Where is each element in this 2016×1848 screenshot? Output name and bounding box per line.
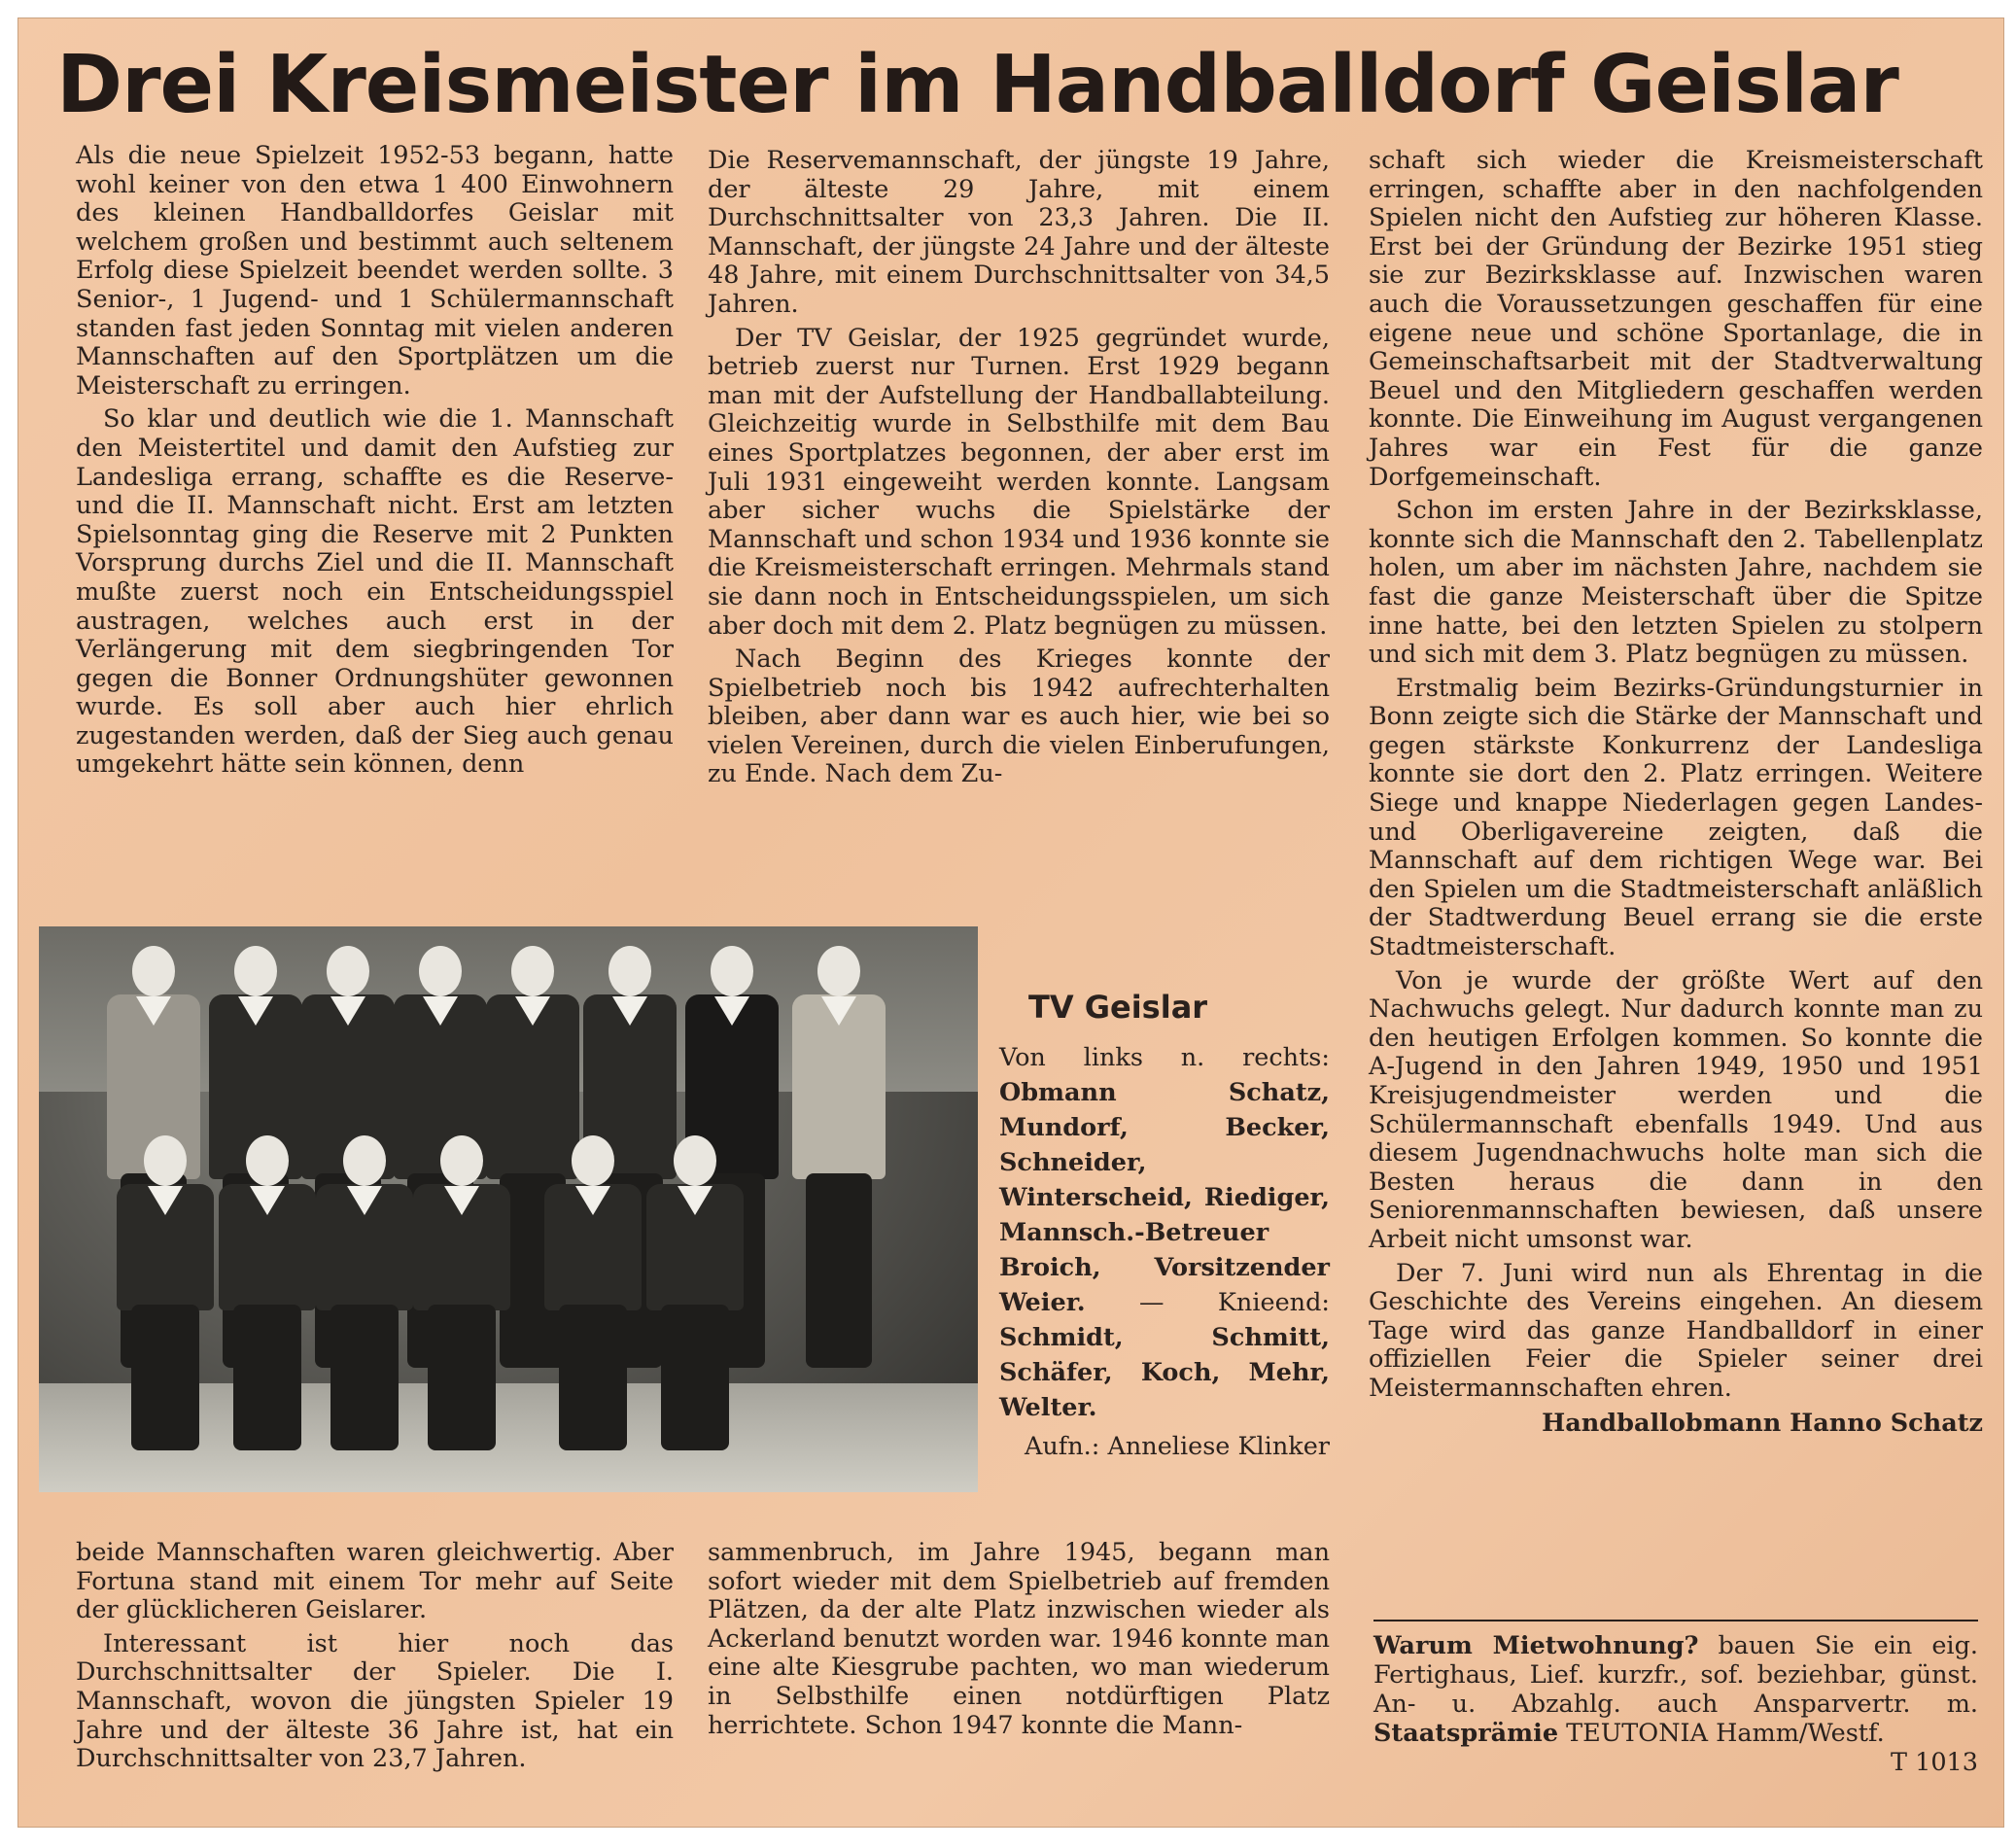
caption-names-kneeling: Schmidt, Schmitt, Schäfer, Koch, Mehr, Welter. (999, 1323, 1330, 1422)
caption-dash: — (1139, 1288, 1164, 1317)
ad-brand: Staatsprämie (1373, 1719, 1559, 1748)
newspaper-clipping (17, 17, 2004, 1828)
paragraph: Von je wurde der größte Wert auf den Nachwuchs gelegt. Nur dadurch konnte man zu den heutigen Erfolgen kommen. So konnte die A-Jugend in den Jahren 1949, 1950 und 1951 Kreisjugendmeister werden und die Schülermannschaft ebenfalls 1949. Und aus diesem Jugendnachwuchs holte man sich die Besten heraus die dann in den Seniorenmannschaften bewiesen, daß unsere Arbeit nicht umsonst war. (1369, 965, 1983, 1254)
author-signature: Handballobmann Hanno Schatz (1542, 1408, 1983, 1438)
ad-text-2: TEUTONIA Hamm/Westf. (1566, 1719, 1885, 1748)
paragraph: Schon im ersten Jahre in der Bezirksklasse, konnte sich die Mannschaft den 2. Tabellenplatz holen, um aber im nächsten Jahre, nachdem sie fast die ganze Meisterschaft über die Spitze inne hatte, bei den letzten Spielen zu stolpern und sich mit dem 3. Platz begnügen zu müssen. (1369, 496, 1983, 670)
paragraph: So klar und deutlich wie die 1. Mannschaft den Meistertitel und damit den Aufstieg zur Landesliga errang, schaffte es die Reserve- und die II. Mannschaft nicht. Erst am letzten Spielsonntag ging die Reserve mit 2 Punkten Vorsprung durchs Ziel und die II. Mannschaft mußte zuerst noch ein Entscheidungsspiel austragen, welches auch erst in der Verlängerung mit dem siegbringenden Tor gegen die Bonner Ordnungshüter gewonnen wurde. Es soll aber auch hier ehrlich zugestanden werden, daß der Sieg auch genau umgekehrt hätte sein können, denn (76, 404, 674, 780)
article-column-2-continued (708, 1539, 1330, 1745)
caption-kneeling-label: Knieend: (1217, 1288, 1331, 1317)
classified-ad (1373, 1631, 1978, 1777)
photo-credit: Aufn.: Anneliese Klinker (1024, 1432, 1330, 1461)
article-column-1-continued (76, 1539, 674, 1779)
paragraph: sammenbruch, im Jahre 1945, begann man sofort wieder mit dem Spielbetrieb auf fremden Plätzen, da der alte Platz inzwischen wieder als Ackerland benutzt worden war. 1946 konnte man eine alte Kiesgrube pachten, wo man wiederum in Selbsthilfe einen notdürftigen Platz herrichtete. Schon 1947 konnte die Mann- (708, 1538, 1330, 1740)
paragraph: beide Mannschaften waren gleichwertig. Aber Fortuna stand mit einem Tor mehr auf Seite der glücklicheren Geislarer. (76, 1538, 674, 1625)
ad-text: bauen Sie ein eig. Fertighaus, Lief. kurzfr., sof. beziehbar, günst. An- u. Abzahlg. auch Ansparvertr. m. (1373, 1631, 1978, 1719)
paragraph: Als die neue Spielzeit 1952-53 begann, hatte wohl keiner von den etwa 1 400 Einwohnern des kleinen Handballdorfes Geislar mit welchem großen und bestimmt auch seltenem Erfolg diese Spielzeit beendet werden sollte. 3 Senior-, 1 Jugend- und 1 Schülermannschaft standen fast jeden Sonntag mit vielen anderen Mannschaften auf den Sportplätzen um die Meisterschaft zu erringen. (76, 141, 674, 401)
ad-code: T 1013 (1890, 1748, 1978, 1777)
headline: Drei Kreismeister im Handballdorf Geislar (56, 39, 1898, 131)
paragraph: Der 7. Juni wird nun als Ehrentag in die Geschichte des Vereins eingehen. An diesem Tage wird das ganze Handballdorf in einer offiziellen Feier die Spieler seiner drei Meistermannschaften ehren. (1369, 1258, 1983, 1403)
caption-names-standing: Obmann Schatz, Mundorf, Becker, Schneider, Winterscheid, Riediger, Mannsch.-Betreuer Broich, Vorsitzender Weier. (999, 1078, 1330, 1317)
paragraph: Nach Beginn des Krieges konnte der Spielbetrieb noch bis 1942 aufrechterhalten bleiben, aber dann war es auch hier, wie bei so vielen Vereinen, durch die vielen Einberufungen, zu Ende. Nach dem Zu- (708, 645, 1330, 789)
article-column-2 (708, 147, 1330, 794)
paragraph: Erstmalig beim Bezirks-Gründungsturnier in Bonn zeigte sich die Stärke der Mannschaft und gegen stärkste Konkurrenz der Landesliga konnte sie dort den 2. Platz erringen. Weitere Siege und knappe Niederlagen gegen Landes- und Oberligavereine zeigten, daß die Mannschaft auf dem richtigen Wege war. Bei den Spielen um die Stadtmeisterschaft anläßlich der Stadtwerdung Beuel errang sie die erste Stadtmeisterschaft. (1369, 673, 1983, 962)
caption-intro: Von links n. rechts: (999, 1043, 1330, 1072)
article-column-3 (1369, 147, 1983, 1438)
paragraph: Interessant ist hier noch das Durchschnittsalter der Spieler. Die I. Mannschaft, wovon die jüngsten Spieler 19 Jahre und der älteste 36 Jahre ist, hat ein Durchschnittsalter von 23,7 Jahren. (76, 1628, 674, 1774)
article-column-1 (76, 142, 674, 785)
caption-title: TV Geislar (1028, 989, 1208, 1026)
team-photo (39, 926, 978, 1492)
paragraph: schaft sich wieder die Kreismeisterschaft erringen, schaffte aber in den nachfolgenden Spielen nicht den Aufstieg zur höheren Klasse. Erst bei der Gründung der Bezirke 1951 stieg sie zur Bezirksklasse auf. Inzwischen waren auch die Voraussetzungen geschaffen für eine eigene neue und schöne Sportanlage, die in Gemeinschaftsarbeit mit der Stadtverwaltung Beuel und den Mitgliedern geschaffen werden konnte. Die Einweihung im August vergangenen Jahres war ein Fest für die ganze Dorfgemeinschaft. (1369, 146, 1983, 492)
paragraph: Der TV Geislar, der 1925 gegründet wurde, betrieb zuerst nur Turnen. Erst 1929 begann man mit der Aufstellung der Handballabteilung. Gleichzeitig wurde in Selbsthilfe mit dem Bau eines Sportplatzes begonnen, der aber erst im Juli 1931 eingeweiht werden konnte. Langsam aber sicher wuchs die Spielstärke der Mannschaft und schon 1934 und 1936 konnte sie die Kreismeisterschaft erringen. Mehrmals stand sie dann noch in Entscheidungsspielen, um sich aber doch mit dem 2. Platz begnügen zu müssen. (708, 323, 1330, 641)
photo-caption (999, 990, 1330, 1464)
paragraph: Die Reservemannschaft, der jüngste 19 Jahre, der älteste 29 Jahre, mit einem Durchschnittsalter von 23,3 Jahren. Die II. Mannschaft, der jüngste 24 Jahre und der älteste 48 Jahre, mit einem Durchschnittsalter von 34,5 Jahren. (708, 146, 1330, 319)
ad-lead: Warum Mietwohnung? (1373, 1631, 1699, 1660)
caption-body (999, 1040, 1330, 1425)
ad-divider (1373, 1620, 1978, 1621)
